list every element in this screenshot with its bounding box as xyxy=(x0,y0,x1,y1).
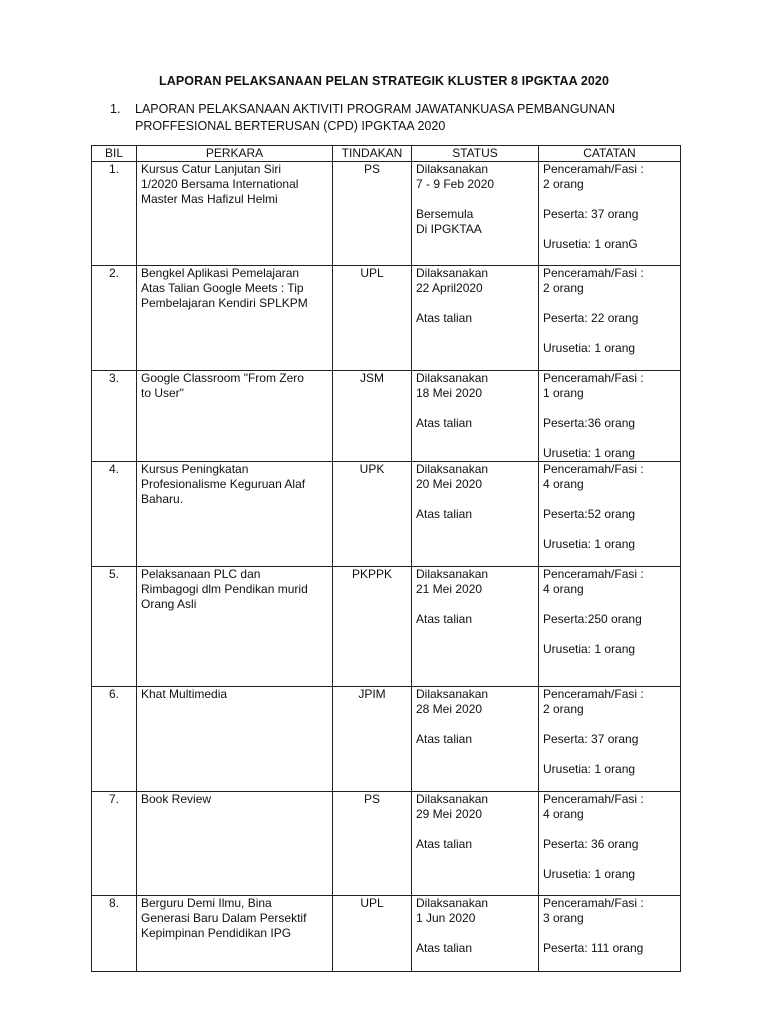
cell-status-line: Atas talian xyxy=(416,732,473,746)
cell-catatan-line: Penceramah/Fasi : xyxy=(543,896,644,910)
table-row xyxy=(92,162,681,266)
cell-catatan-line xyxy=(543,401,676,416)
cell-status xyxy=(412,371,539,462)
table-row xyxy=(92,896,681,972)
cell-catatan-line xyxy=(543,522,676,537)
cell-perkara-line: Kepimpinan Pendidikan IPG xyxy=(141,926,292,940)
cell-catatan-line: Peserta:52 orang xyxy=(543,507,636,521)
cell-perkara-line: Khat Multimedia xyxy=(141,687,228,701)
cell-catatan-line: 2 orang xyxy=(543,702,584,716)
cell-tindakan: JSM xyxy=(333,371,412,462)
cell-bil: 6. xyxy=(92,687,137,792)
cell-perkara-line: Pelaksanaan PLC dan xyxy=(141,567,261,581)
cell-catatan xyxy=(539,266,681,371)
cell-catatan-line: Urusetia: 1 orang xyxy=(543,446,636,460)
cell-perkara-line: Profesionalisme Keguruan Alaf xyxy=(141,477,306,491)
cell-status xyxy=(412,462,539,567)
cell-bil: 4. xyxy=(92,462,137,567)
cell-status-line: Dilaksanakan xyxy=(416,462,489,476)
cell-catatan xyxy=(539,462,681,567)
table-body xyxy=(92,162,681,972)
cell-catatan-line: Peserta: 37 orang xyxy=(543,732,639,746)
cell-perkara-line: Orang Asli xyxy=(141,597,197,611)
cell-status-line: Atas talian xyxy=(416,416,473,430)
cell-status xyxy=(412,567,539,687)
cell-bil: 7. xyxy=(92,792,137,896)
cell-perkara-line: Generasi Baru Dalam Persektif xyxy=(141,911,307,925)
cell-perkara-line: Baharu. xyxy=(141,492,184,506)
cell-catatan-line: 3 orang xyxy=(543,911,584,925)
cell-catatan-line xyxy=(543,747,676,762)
cell-status-line xyxy=(416,401,534,416)
cell-catatan xyxy=(539,567,681,687)
cell-perkara-line: 1/2020 Bersama International xyxy=(141,177,299,191)
section-text xyxy=(135,101,670,135)
cell-catatan-line: Penceramah/Fasi : xyxy=(543,567,644,581)
cell-status-line xyxy=(416,597,534,612)
cell-perkara xyxy=(137,792,333,896)
table-header-row xyxy=(92,146,681,162)
cell-catatan-line: Penceramah/Fasi : xyxy=(543,792,644,806)
cell-catatan-line: Peserta: 36 orang xyxy=(543,837,639,851)
cell-status-line xyxy=(416,926,534,941)
cell-status-line: 18 Mei 2020 xyxy=(416,386,483,400)
cell-perkara-line: Master Mas Hafizul Helmi xyxy=(141,192,278,206)
cell-tindakan: UPL xyxy=(333,896,412,972)
column-header-catatan: CATATAN xyxy=(539,146,681,162)
cell-catatan xyxy=(539,896,681,972)
cell-bil: 5. xyxy=(92,567,137,687)
column-header-status: STATUS xyxy=(412,146,539,162)
cell-perkara xyxy=(137,266,333,371)
cell-catatan xyxy=(539,371,681,462)
cell-catatan-line: 2 orang xyxy=(543,177,584,191)
cell-perkara-line: Atas Talian Google Meets : Tip xyxy=(141,281,304,295)
section-text-line: LAPORAN PELAKSANAAN AKTIVITI PROGRAM JAWATANKUASA PEMBANGUNAN xyxy=(135,102,615,116)
cell-catatan-line xyxy=(543,852,676,867)
cell-status-line: 20 Mei 2020 xyxy=(416,477,483,491)
table-row xyxy=(92,371,681,462)
column-header-perkara: PERKARA xyxy=(137,146,333,162)
cell-catatan xyxy=(539,792,681,896)
cell-tindakan: UPK xyxy=(333,462,412,567)
section-number: 1. xyxy=(110,102,121,116)
cell-tindakan: JPIM xyxy=(333,687,412,792)
cell-status xyxy=(412,266,539,371)
cell-catatan-line: Urusetia: 1 oranG xyxy=(543,237,638,251)
section-heading xyxy=(110,101,670,135)
cell-status-line xyxy=(416,192,534,207)
cell-tindakan: UPL xyxy=(333,266,412,371)
cell-status-line xyxy=(416,492,534,507)
cell-tindakan: PS xyxy=(333,162,412,266)
cell-catatan-line xyxy=(543,597,676,612)
cell-status-line: Dilaksanakan xyxy=(416,896,489,910)
cell-catatan-line: 1 orang xyxy=(543,386,584,400)
cell-status xyxy=(412,896,539,972)
cell-tindakan: PKPPK xyxy=(333,567,412,687)
cell-catatan-line: 4 orang xyxy=(543,477,584,491)
cell-catatan-line: Urusetia: 1 orang xyxy=(543,762,636,776)
cell-catatan-line: Peserta:250 orang xyxy=(543,612,642,626)
cell-perkara xyxy=(137,462,333,567)
cell-status-line: Dilaksanakan xyxy=(416,371,489,385)
cell-status-line: 22 April2020 xyxy=(416,281,483,295)
cell-catatan-line: Urusetia: 1 orang xyxy=(543,341,636,355)
cell-status-line: 28 Mei 2020 xyxy=(416,702,483,716)
cell-status xyxy=(412,687,539,792)
cell-status-line: Atas talian xyxy=(416,941,473,955)
cell-perkara xyxy=(137,162,333,266)
cell-status-line: 1 Jun 2020 xyxy=(416,911,476,925)
cell-catatan xyxy=(539,687,681,792)
cell-catatan-line: Penceramah/Fasi : xyxy=(543,462,644,476)
cell-status-line: Dilaksanakan xyxy=(416,162,489,176)
cell-status xyxy=(412,162,539,266)
cell-status-line: Atas talian xyxy=(416,612,473,626)
cell-status-line xyxy=(416,717,534,732)
cell-catatan xyxy=(539,162,681,266)
cell-perkara-line: Google Classroom "From Zero xyxy=(141,371,304,385)
cell-catatan-line xyxy=(543,926,676,941)
cell-catatan-line: Penceramah/Fasi : xyxy=(543,687,644,701)
cell-catatan-line: 2 orang xyxy=(543,281,584,295)
cell-perkara xyxy=(137,371,333,462)
cell-perkara xyxy=(137,567,333,687)
table-row xyxy=(92,462,681,567)
table-row xyxy=(92,266,681,371)
column-header-tindakan: TINDAKAN xyxy=(333,146,412,162)
cell-perkara-line: Rimbagogi dlm Pendikan murid xyxy=(141,582,308,596)
table-row xyxy=(92,687,681,792)
cell-tindakan: PS xyxy=(333,792,412,896)
cell-status-line: Bersemula xyxy=(416,207,474,221)
cell-perkara-line: Bengkel Aplikasi Pemelajaran xyxy=(141,266,300,280)
cell-catatan-line: 4 orang xyxy=(543,807,584,821)
cell-perkara-line: Pembelajaran Kendiri SPLKPM xyxy=(141,296,308,310)
cell-catatan-line xyxy=(543,296,676,311)
cell-catatan-line xyxy=(543,192,676,207)
cell-status-line: Dilaksanakan xyxy=(416,266,489,280)
column-header-bil: BIL xyxy=(92,146,137,162)
activity-table xyxy=(91,145,681,972)
cell-status-line xyxy=(416,822,534,837)
document-title: LAPORAN PELAKSANAAN PELAN STRATEGIK KLUSTER 8 IPGKTAA 2020 xyxy=(158,74,610,88)
cell-catatan-line: 4 orang xyxy=(543,582,584,596)
cell-catatan-line: Penceramah/Fasi : xyxy=(543,266,644,280)
table-row xyxy=(92,792,681,896)
cell-bil: 8. xyxy=(92,896,137,972)
table-row xyxy=(92,567,681,687)
cell-status-line: Dilaksanakan xyxy=(416,567,489,581)
cell-catatan-line: Urusetia: 1 orang xyxy=(543,537,636,551)
cell-status-line: Atas talian xyxy=(416,507,473,521)
cell-status-line: 21 Mei 2020 xyxy=(416,582,483,596)
cell-perkara-line: Kursus Catur Lanjutan Siri xyxy=(141,162,282,176)
cell-status xyxy=(412,792,539,896)
cell-bil: 2. xyxy=(92,266,137,371)
cell-catatan-line: Penceramah/Fasi : xyxy=(543,371,644,385)
cell-catatan-line: Peserta: 37 orang xyxy=(543,207,639,221)
cell-catatan-line: Penceramah/Fasi : xyxy=(543,162,644,176)
cell-status-line: Dilaksanakan xyxy=(416,792,489,806)
cell-catatan-line xyxy=(543,492,676,507)
cell-bil: 3. xyxy=(92,371,137,462)
cell-perkara-line: Berguru Demi Ilmu, Bina xyxy=(141,896,272,910)
cell-status-line: 7 - 9 Feb 2020 xyxy=(416,177,495,191)
cell-perkara xyxy=(137,896,333,972)
cell-status-line: Atas talian xyxy=(416,837,473,851)
cell-catatan-line xyxy=(543,717,676,732)
cell-perkara xyxy=(137,687,333,792)
cell-perkara-line: to User" xyxy=(141,386,184,400)
cell-catatan-line: Peserta: 22 orang xyxy=(543,311,639,325)
cell-catatan-line xyxy=(543,222,676,237)
cell-status-line: 29 Mei 2020 xyxy=(416,807,483,821)
cell-catatan-line xyxy=(543,326,676,341)
cell-catatan-line xyxy=(543,822,676,837)
cell-catatan-line xyxy=(543,627,676,642)
cell-perkara-line: Book Review xyxy=(141,792,212,806)
cell-status-line: Di IPGKTAA xyxy=(416,222,482,236)
cell-perkara-line: Kursus Peningkatan xyxy=(141,462,249,476)
cell-status-line xyxy=(416,296,534,311)
cell-bil: 1. xyxy=(92,162,137,266)
cell-catatan-line: Peserta: 111 orang xyxy=(543,941,644,955)
cell-catatan-line: Peserta:36 orang xyxy=(543,416,636,430)
section-text-line: PROFFESIONAL BERTERUSAN (CPD) IPGKTAA 2020 xyxy=(135,119,446,133)
cell-status-line: Atas talian xyxy=(416,311,473,325)
cell-status-line: Dilaksanakan xyxy=(416,687,489,701)
cell-catatan-line: Urusetia: 1 orang xyxy=(543,867,636,881)
cell-catatan-line: Urusetia: 1 orang xyxy=(543,642,636,656)
cell-catatan-line xyxy=(543,431,676,446)
